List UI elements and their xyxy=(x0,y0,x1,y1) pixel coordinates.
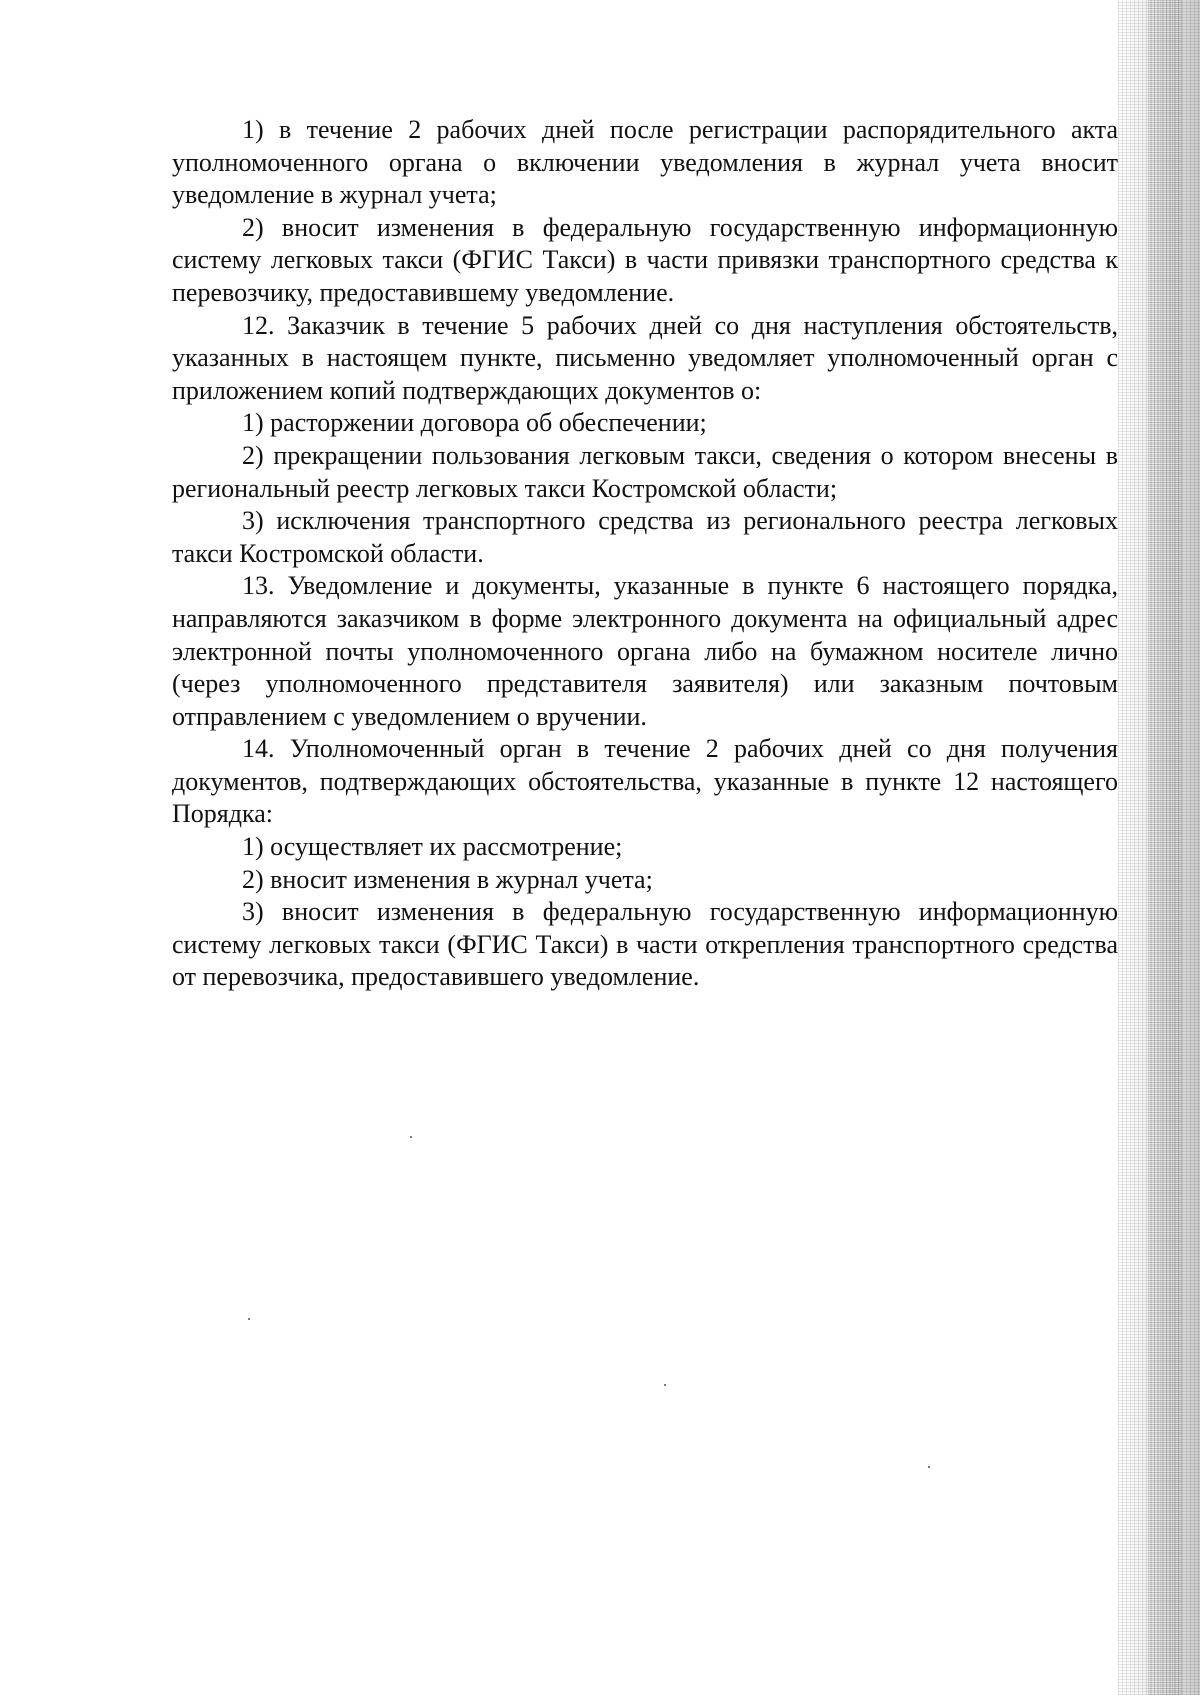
paragraph-clause-14: 14. Уполномоченный орган в течение 2 рабочих дней со дня получения документов, подтверждающих обстоятельства, указанные в пункте 12 настоящего Порядка: xyxy=(172,734,1118,829)
paragraph-clause-14-item-1: 1) осуществляет их рассмотрение; xyxy=(242,832,623,862)
scan-speck xyxy=(248,1318,250,1320)
paragraph-clause-12-item-3: 3) исключения транспортного средства из регионального реестра легковых такси Костромской области. xyxy=(172,506,1118,568)
paragraph-clause-14-item-2: 2) вносит изменения в журнал учета; xyxy=(242,864,653,894)
paragraph-clause-13: 13. Уведомление и документы, указанные в пункте 6 настоящего порядка, направляются заказчиком в форме электронного документа на официальный адрес электронной почты уполномоченного органа либо на бумажном носителе лично (через уполномоченного представителя заявителя) или заказным почтовым отправлением с уведомлением о вручении. xyxy=(172,571,1118,731)
scan-speck xyxy=(928,1466,930,1468)
paragraph-clause-12-item-2: 2) прекращении пользования легковым такси, сведения о котором внесены в региональный реестр легковых такси Костромской области; xyxy=(172,440,1118,503)
scan-noise-strip xyxy=(1148,0,1182,1695)
scan-speck xyxy=(664,1384,666,1386)
document-body xyxy=(172,114,1118,994)
scan-speck xyxy=(410,1136,412,1138)
paragraph-clause-14-item-3: 3) вносит изменения в федеральную государственную информационную систему легковых такси (ФГИС Такси) в части открепления транспортного средства от перевозчика, предоставившего уведомление. xyxy=(172,897,1118,992)
paragraph-clause-12-item-1: 1) расторжении договора об обеспечении; xyxy=(242,408,707,438)
paragraph-item-1: 1) в течение 2 рабочих дней после регистрации распорядительного акта уполномоченного органа о включении уведомления в журнал учета вносит уведомление в журнал учета; xyxy=(172,115,1118,210)
paragraph-clause-12: 12. Заказчик в течение 5 рабочих дней со дня наступления обстоятельств, указанных в настоящем пункте, письменно уведомляет уполномоченный орган с приложением копий подтверждающих документов о: xyxy=(172,310,1118,405)
paragraph-item-2: 2) вносит изменения в федеральную государственную информационную систему легковых такси (ФГИС Такси) в части привязки транспортного средства к перевозчику, предоставившему уведомление. xyxy=(172,212,1118,307)
